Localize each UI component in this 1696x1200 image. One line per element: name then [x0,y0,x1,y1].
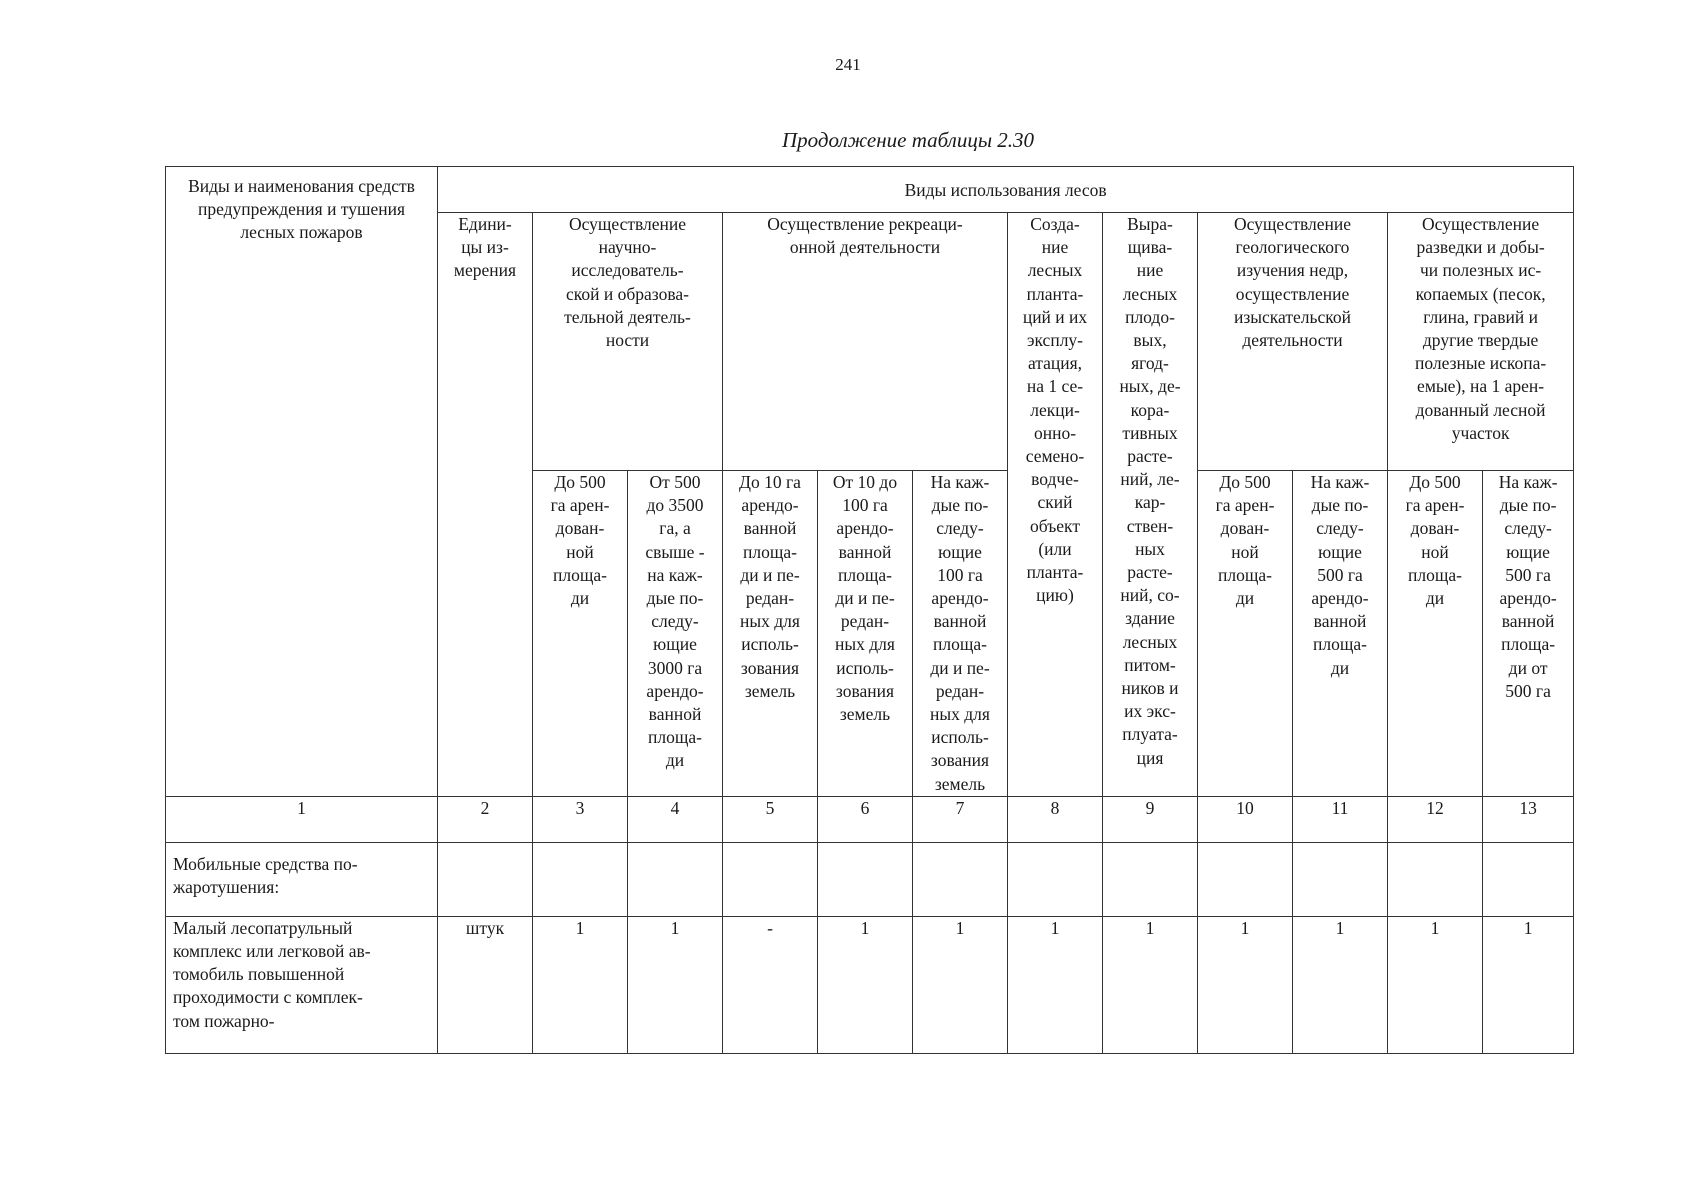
row-value [533,842,628,916]
text-line: арендо- [836,518,894,539]
text-line: деятельности [1242,330,1343,351]
text-line: вых, [1133,330,1167,351]
text-line: проходимости с комплек- [173,987,363,1008]
subheader-col-5 [723,471,818,797]
text-line: От 10 до [832,472,898,492]
column-number: 3 [533,796,628,842]
text-line: плодо- [1125,306,1175,327]
text-line: дые по- [931,495,989,516]
column-number: 12 [1388,796,1483,842]
text-line: ванной [1501,611,1555,632]
text-line: зования [930,750,990,771]
column-number: 13 [1483,796,1574,842]
text-line: расте- [1127,562,1173,583]
column-number: 7 [913,796,1008,842]
text-line: площа- [1218,564,1272,585]
row-value [1388,842,1483,916]
text-line: дые по- [1311,495,1369,516]
text-line: ди [665,750,685,771]
text-line: ных для [930,704,990,725]
text-line: земель [744,680,796,701]
column-number: 6 [818,796,913,842]
text-line: ди [570,588,590,609]
text-line: осуществление [1235,283,1350,304]
text-line: цы из- [461,237,509,258]
row-value: 1 [818,916,913,1053]
text-line: площа- [933,634,987,655]
subheader-col-7 [913,471,1008,797]
row-value [1198,842,1293,916]
text-line: следу- [1316,518,1364,539]
text-line: семено- [1025,446,1085,467]
text-line: планта- [1026,562,1084,583]
text-line: научно- [598,237,657,258]
text-line: на каж- [647,564,703,585]
text-line: следу- [651,611,699,632]
text-line: здание [1125,608,1175,629]
text-line: (или [1038,538,1072,559]
text-line: на 1 се- [1026,376,1084,397]
row-unit: штук [438,916,533,1053]
row-value [1483,842,1574,916]
column-number: 11 [1293,796,1388,842]
text-line: На каж- [930,472,990,492]
row-value [723,842,818,916]
text-line: площа- [1313,634,1367,655]
text-line: плуата- [1122,724,1178,745]
text-line: зования [835,680,895,701]
header-units [438,213,533,797]
text-line: ди [1235,588,1255,609]
row-value: 1 [1388,916,1483,1053]
text-line: га арен- [1215,495,1275,516]
text-line: ция [1136,747,1164,768]
text-line: дован- [555,518,605,539]
text-line: площа- [553,564,607,585]
subheader-col-3 [533,471,628,797]
row-value: 1 [533,916,628,1053]
text-line: исполь- [931,727,989,748]
text-line: ной [1421,541,1449,562]
text-line: земель [839,704,891,725]
text-line: Осуществление [1422,214,1540,234]
text-line: До 10 га [739,472,801,492]
text-line: лесных [1122,631,1178,652]
text-line: редан- [745,588,795,609]
text-line: га арен- [550,495,610,516]
text-line: 3000 га [647,657,703,678]
header-row-1 [166,167,1574,213]
text-line: питом- [1124,654,1176,675]
row-value [1293,842,1388,916]
text-line: ванной [648,704,702,725]
text-line: От 500 [649,472,701,492]
subheader-col-10 [1198,471,1293,797]
header-research-activity [533,213,723,471]
text-line: онно- [1033,422,1077,443]
text-line: исследователь- [571,260,684,281]
text-line: арендо- [931,588,989,609]
text-line: ди [1425,588,1445,609]
text-line: ягод- [1131,353,1169,374]
text-line: дован- [1220,518,1270,539]
header-means-types [166,167,438,797]
text-line: другие твердые [1422,330,1539,351]
text-line: том пожарно- [173,1010,275,1031]
text-line: ди [1330,657,1350,678]
text-line: ной [566,541,594,562]
text-line: глина, гравий и [1423,306,1538,327]
text-line: копаемых (песок, [1415,283,1546,304]
column-number: 2 [438,796,533,842]
text-line: редан- [935,680,985,701]
text-line: кар- [1134,492,1166,513]
text-line: участок [1451,422,1510,443]
text-line: дован- [1410,518,1460,539]
column-number: 1 [166,796,438,842]
text-line: планта- [1026,283,1084,304]
table-row [166,842,1574,916]
text-line: ванной [743,518,797,539]
text-line: До 500 [554,472,606,492]
subheader-col-4 [628,471,723,797]
row-unit [438,842,533,916]
text-line: лекци- [1030,399,1080,420]
row-value: 1 [1483,916,1574,1053]
text-line: ций и их [1022,306,1088,327]
text-line: арендо- [741,495,799,516]
text-line: ющие [1506,541,1550,562]
text-line: га арен- [1405,495,1465,516]
text-line: До 500 [1409,472,1461,492]
text-line: тивных [1122,422,1178,443]
row-value: - [723,916,818,1053]
text-line: дованный лесной [1415,399,1546,420]
column-number: 10 [1198,796,1293,842]
row-name [166,842,438,916]
text-line: площа- [1408,564,1462,585]
text-line: ных [1135,538,1165,559]
text-line: дые по- [1499,495,1557,516]
row-value [1103,842,1198,916]
text-line: ди от [1508,657,1548,678]
header-means-types-label: Виды и наименования средств предупреждения и тушения лесных пожаров [188,176,415,243]
text-line: редан- [840,611,890,632]
text-line: ние [1041,237,1069,258]
subheader-col-6 [818,471,913,797]
text-line: ной [1231,541,1259,562]
text-line: ской и образова- [566,283,689,304]
row-value [628,842,723,916]
column-number: 5 [723,796,818,842]
text-line: следу- [1504,518,1552,539]
text-line: ности [605,330,650,351]
text-line: томобиль повышенной [173,964,345,985]
text-line: зования [740,657,800,678]
row-value: 1 [1198,916,1293,1053]
header-geology [1198,213,1388,471]
text-line: 100 га [937,564,983,585]
row-value: 1 [1103,916,1198,1053]
text-line: Осуществление [1233,214,1352,234]
text-line: арендо- [1499,588,1557,609]
text-line: На каж- [1310,472,1370,492]
text-line: эксплу- [1026,330,1084,351]
text-line: ванной [933,611,987,632]
text-line: ний, со- [1120,585,1180,606]
text-line: лесных [1027,260,1083,281]
text-line: водче- [1031,469,1079,490]
row-value [1008,842,1103,916]
text-line: ди и пе- [835,588,895,609]
text-line: площа- [648,727,702,748]
row-value: 1 [913,916,1008,1053]
text-line: Малый лесопатрульный [173,917,353,938]
text-line: га, а [659,518,691,539]
text-line: изыскательской [1234,306,1351,327]
text-line: ние [1136,260,1164,281]
data-table [165,166,1574,1054]
row-value: 1 [1293,916,1388,1053]
text-line: ский [1037,492,1073,513]
text-line: жаротушения: [173,877,280,898]
text-line: ди и пе- [930,657,990,678]
text-line: ди и пе- [740,564,800,585]
text-line: До 500 [1219,472,1271,492]
text-line: ников и [1121,678,1179,699]
text-line: чи полезных ис- [1419,260,1542,281]
row-value: 1 [628,916,723,1053]
text-line: арендо- [1311,588,1369,609]
text-line: ний, ле- [1120,469,1180,490]
row-value [818,842,913,916]
text-line: цию) [1036,585,1074,606]
text-line: исполь- [836,657,894,678]
text-line: кора- [1130,399,1170,420]
column-number: 4 [628,796,723,842]
text-line: Осуществление [568,214,687,234]
text-line: их экс- [1124,701,1176,722]
text-line: Выра- [1127,214,1173,234]
text-line: ющие [938,541,982,562]
text-line: ных для [835,634,895,655]
text-line: дые по- [646,588,704,609]
row-value [913,842,1008,916]
text-line: емые), на 1 арен- [1417,376,1545,397]
text-line: 500 га [1317,564,1363,585]
table-caption: Продолжение таблицы 2.30 [782,128,1035,152]
subheader-col-12 [1388,471,1483,797]
text-line: объект [1030,515,1080,536]
page-number: 241 [835,55,861,74]
column-number-row [166,796,1574,842]
text-line: разведки и добы- [1416,237,1545,258]
text-line: ствен- [1126,515,1174,536]
text-line: 500 га [1505,564,1551,585]
text-line: ванной [838,541,892,562]
text-line: щива- [1127,237,1173,258]
text-line: 100 га [842,495,888,516]
text-line: следу- [936,518,984,539]
column-number: 9 [1103,796,1198,842]
text-line: ных, де- [1119,376,1181,397]
text-line: На каж- [1498,472,1558,492]
row-value: 1 [1008,916,1103,1053]
column-number: 8 [1008,796,1103,842]
text-line: 500 га [1505,680,1551,701]
text-line: арендо- [646,680,704,701]
text-line: мерения [453,260,517,281]
subheader-col-11 [1293,471,1388,797]
text-line: полезные ископа- [1414,353,1547,374]
text-line: лесных [1122,283,1178,304]
text-line: земель [934,773,986,794]
text-line: тельной деятель- [564,306,691,327]
text-line: площа- [1501,634,1556,655]
table-row [166,916,1574,1053]
header-cultivation [1103,213,1198,797]
text-line: Созда- [1030,214,1080,234]
header-forest-use: Виды использования лесов [438,167,1574,213]
header-plantations [1008,213,1103,797]
subheader-col-13 [1483,471,1574,797]
text-line: изучения недр, [1236,260,1349,281]
header-recreation-activity [723,213,1008,471]
text-line: площа- [838,564,892,585]
text-line: Мобильные средства по- [173,853,358,874]
text-line: до 3500 [646,495,704,516]
text-line: атация, [1027,353,1083,374]
row-name [166,916,438,1053]
text-line: ных для [740,611,800,632]
text-line: Едини- [458,214,512,234]
text-line: комплекс или легковой ав- [173,941,371,962]
text-line: ющие [1318,541,1362,562]
text-line: площа- [743,541,797,562]
header-minerals [1388,213,1574,471]
text-line: Осуществление рекреаци- [767,214,963,234]
text-line: онной деятельности [789,237,941,258]
text-line: свыше - [645,541,705,562]
text-line: исполь- [741,634,799,655]
text-line: расте- [1127,446,1173,467]
text-line: геологического [1235,237,1350,258]
text-line: ванной [1313,611,1367,632]
text-line: ющие [653,634,697,655]
